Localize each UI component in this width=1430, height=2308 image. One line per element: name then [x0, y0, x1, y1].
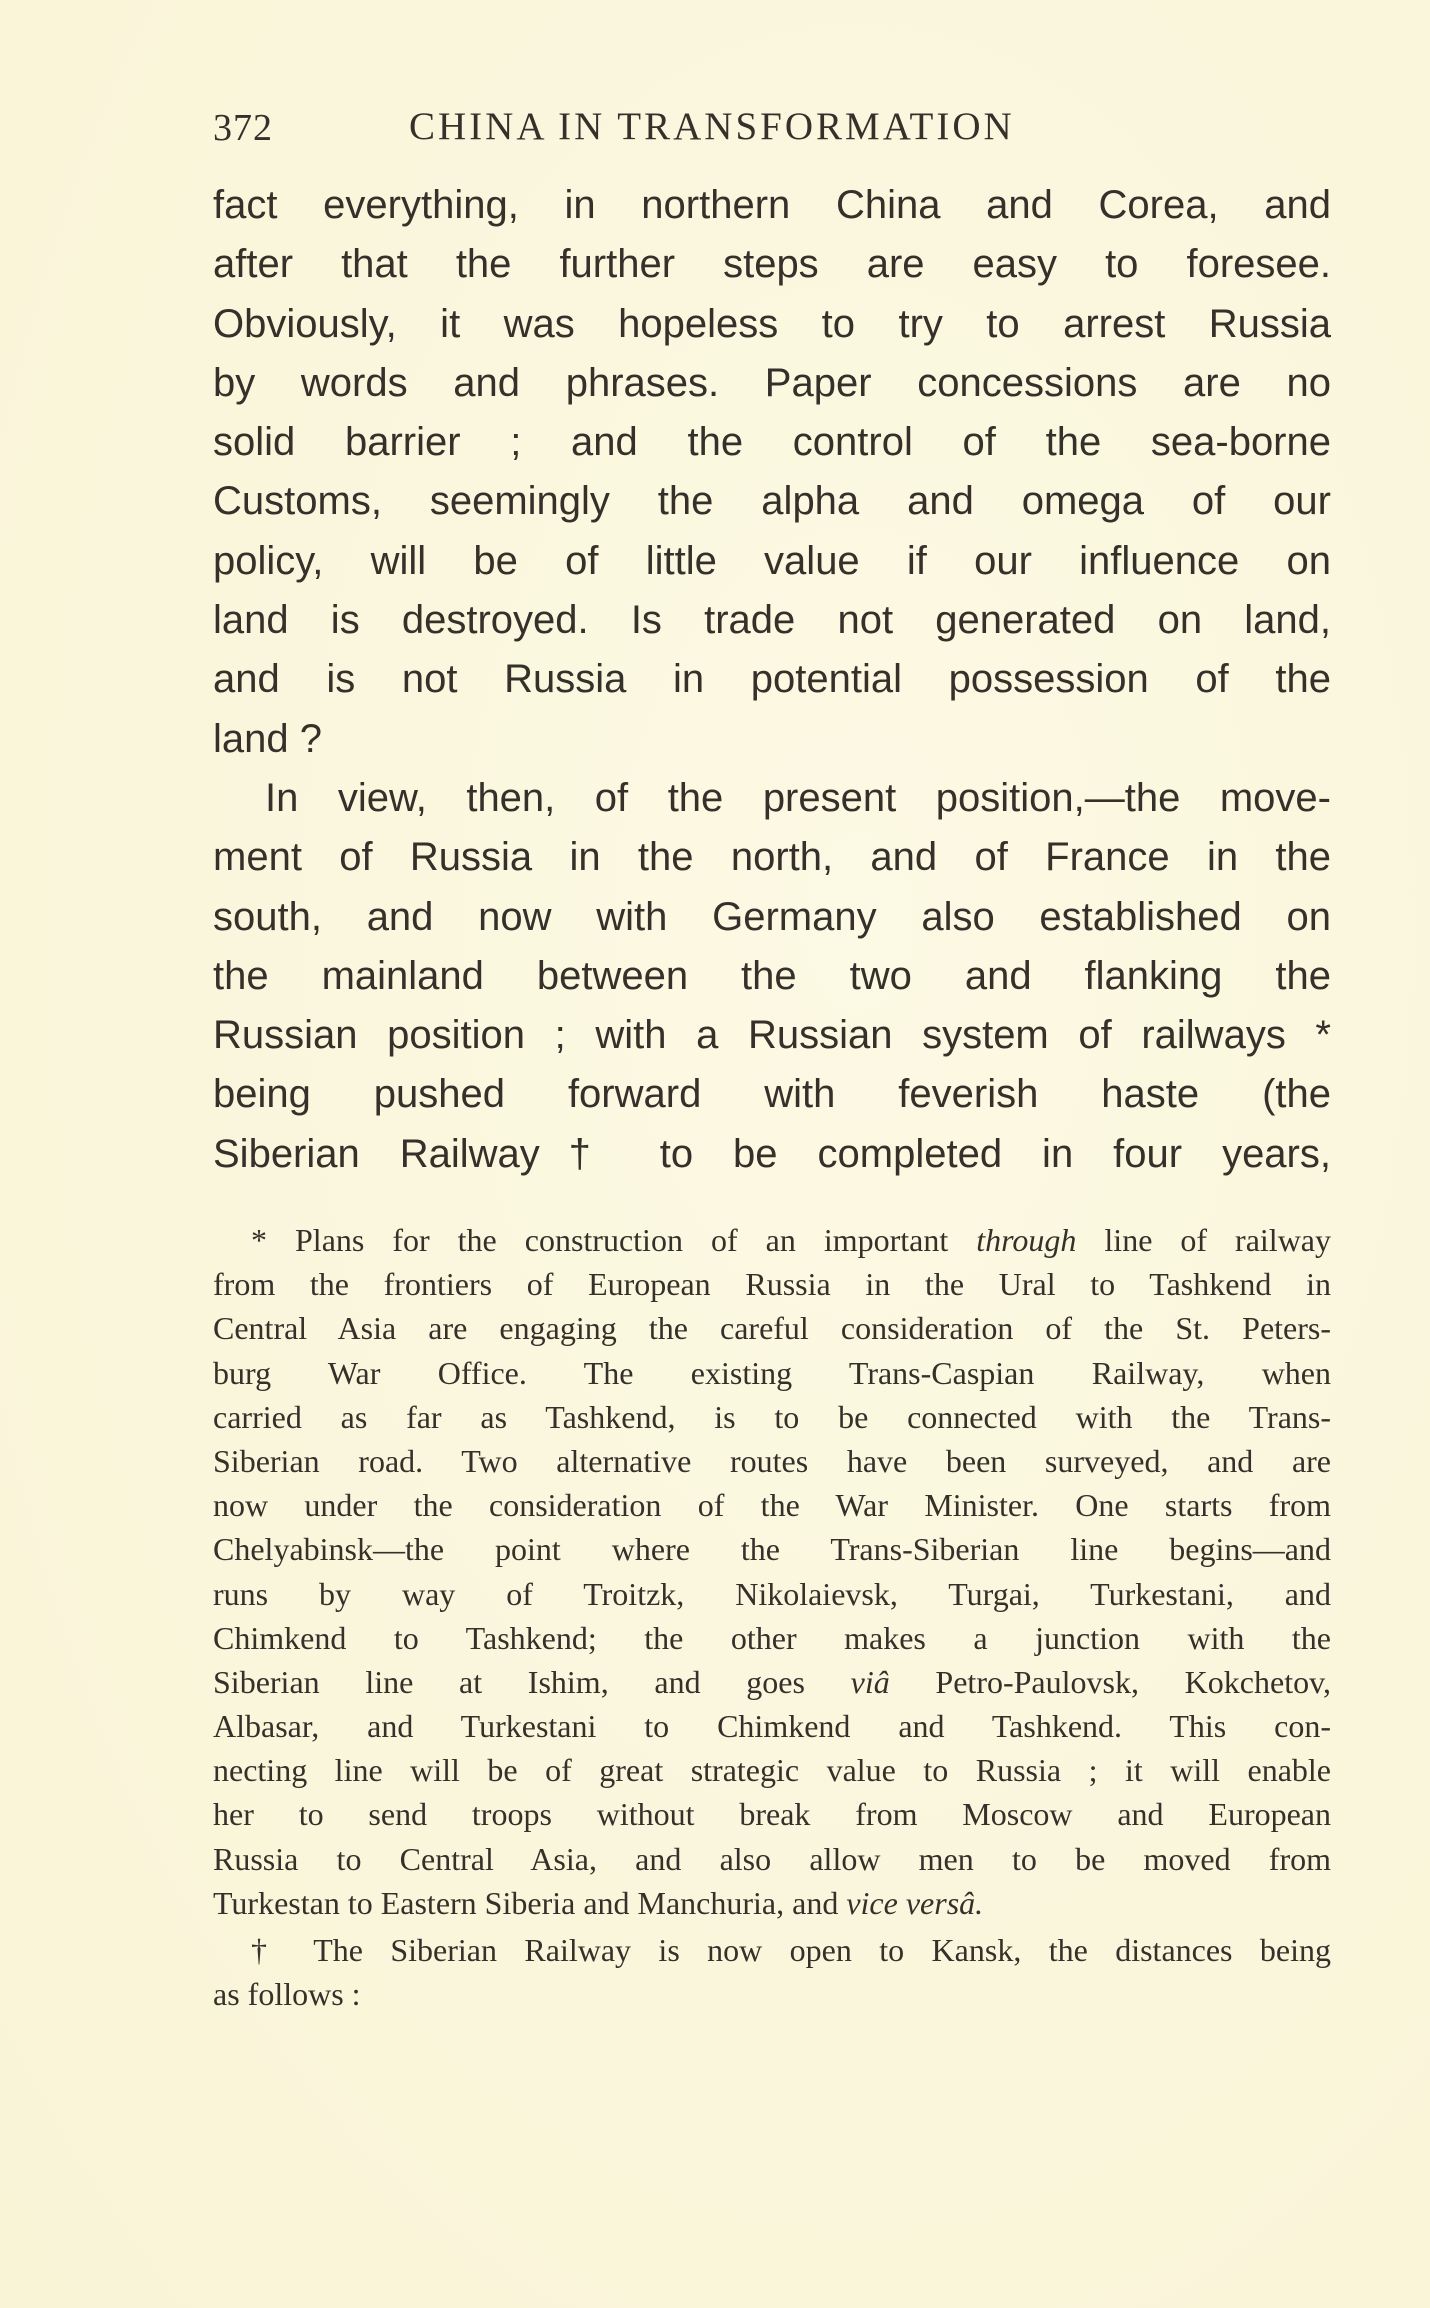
text-segment: Customs, seemingly the alpha and omega of our [213, 479, 1331, 524]
text-segment: being pushed forward with feverish haste (the [213, 1072, 1331, 1117]
text-segment: Petro-Paulovsk, Kokchetov, [889, 1663, 1331, 1700]
text-segment: and is not Russia in potential possession of the [213, 657, 1331, 702]
footnote-line [213, 1748, 1331, 1792]
footnote-line [213, 1881, 1331, 1925]
footnote-line [213, 1483, 1331, 1527]
text-segment: Central Asia are engaging the careful consideration of the St. Peters- [213, 1310, 1331, 1347]
body-line [213, 1065, 1331, 1124]
footnote-line [213, 1395, 1331, 1439]
footnote-line [213, 1218, 1331, 1262]
body-line [213, 532, 1331, 591]
body-line [213, 769, 1331, 828]
text-segment: south, and now with Germany also established on [213, 894, 1331, 939]
footnote-line [213, 1439, 1331, 1483]
text-segment: Russia to Central Asia, and also allow men to be moved from [213, 1840, 1331, 1877]
text-segment: necting line will be of great strategic value to Russia ; it will enable [213, 1752, 1331, 1789]
footnotes [213, 1218, 1331, 2016]
body-line [213, 235, 1331, 294]
text-segment: Siberian road. Two alternative routes have been surveyed, and are [213, 1442, 1331, 1479]
footnote-line [213, 1616, 1331, 1660]
text-segment: land is destroyed. Is trade not generated on land, [213, 598, 1331, 643]
footnote-line [213, 1572, 1331, 1616]
text-segment: after that the further steps are easy to foresee. [213, 242, 1331, 287]
body-line [213, 591, 1331, 650]
footnote-line [213, 1527, 1331, 1571]
body-line [213, 472, 1331, 531]
italic-text: viâ [850, 1663, 890, 1700]
text-segment: land ? [213, 716, 322, 761]
body-line [213, 176, 1331, 235]
italic-text: vice versâ. [846, 1884, 984, 1921]
footnote-line [213, 1351, 1331, 1395]
body-line [213, 828, 1331, 887]
body-line [213, 354, 1331, 413]
running-header [213, 100, 1331, 160]
text-segment: the mainland between the two and flanking the [213, 953, 1331, 998]
text-segment: Obviously, it was hopeless to try to arrest Russia [213, 301, 1331, 346]
text-segment: Siberian Railway† to be completed in four years, [213, 1131, 1331, 1176]
text-segment: from the frontiers of European Russia in the Ural to Tashkend in [213, 1266, 1331, 1303]
text-segment: line of railway [1076, 1222, 1332, 1258]
footnote-line [213, 1928, 1331, 1972]
footnote-line [213, 1262, 1331, 1306]
body-line [213, 888, 1331, 947]
text-segment: by words and phrases. Paper concessions are no [213, 360, 1331, 405]
text-segment: policy, will be of little value if our influence on [213, 538, 1331, 583]
text-segment: Chimkend to Tashkend; the other makes a junction with the [213, 1619, 1331, 1656]
body-text [213, 176, 1331, 1184]
text-segment: Turkestan to Eastern Siberia and Manchuria, and [213, 1884, 847, 1921]
text-segment: her to send troops without break from Moscow and European [213, 1796, 1331, 1833]
text-segment: ment of Russia in the north, and of France in the [213, 835, 1331, 880]
footnote-line [213, 1792, 1331, 1836]
body-line [213, 650, 1331, 709]
page-number: 372 [213, 107, 273, 149]
text-segment: Siberian line at Ishim, and goes [213, 1663, 851, 1700]
footnote-line [213, 1704, 1331, 1748]
text-segment: as follows : [213, 1976, 361, 2013]
text-segment: carried as far as Tashkend, is to be connected with the Trans- [213, 1398, 1331, 1435]
text-segment: solid barrier ; and the control of the sea-borne [213, 420, 1331, 465]
text-segment: * Plans for the construction of an important [251, 1222, 977, 1258]
footnote-line [213, 1660, 1331, 1704]
body-line [213, 1006, 1331, 1065]
text-segment: burg War Office. The existing Trans-Caspian Railway, when [213, 1354, 1331, 1391]
text-segment: Albasar, and Turkestani to Chimkend and Tashkend. This con- [213, 1708, 1331, 1745]
body-line [213, 710, 1331, 769]
body-line [213, 295, 1331, 354]
body-line [213, 947, 1331, 1006]
text-segment: Russian position ; with a Russian system of railways * [213, 1013, 1331, 1058]
text-segment: fact everything, in northern China and Corea, and [213, 183, 1331, 227]
body-line [213, 1125, 1331, 1184]
text-segment: now under the consideration of the War Minister. One starts from [213, 1487, 1331, 1524]
body-line [213, 413, 1331, 472]
footnote-line [213, 1972, 1331, 2016]
text-segment: † The Siberian Railway is now open to Kansk, the distances being [251, 1932, 1331, 1968]
text-segment: Chelyabinsk—the point where the Trans-Siberian line begins—and [213, 1531, 1331, 1568]
text-segment: In view, then, of the present position,—the move- [265, 775, 1331, 820]
footnote-line [213, 1837, 1331, 1881]
italic-text: through [976, 1222, 1077, 1258]
footnote-line [213, 1306, 1331, 1350]
text-segment: runs by way of Troitzk, Nikolaievsk, Turgai, Turkestani, and [213, 1575, 1331, 1612]
running-title: CHINA IN TRANSFORMATION [409, 105, 1015, 148]
